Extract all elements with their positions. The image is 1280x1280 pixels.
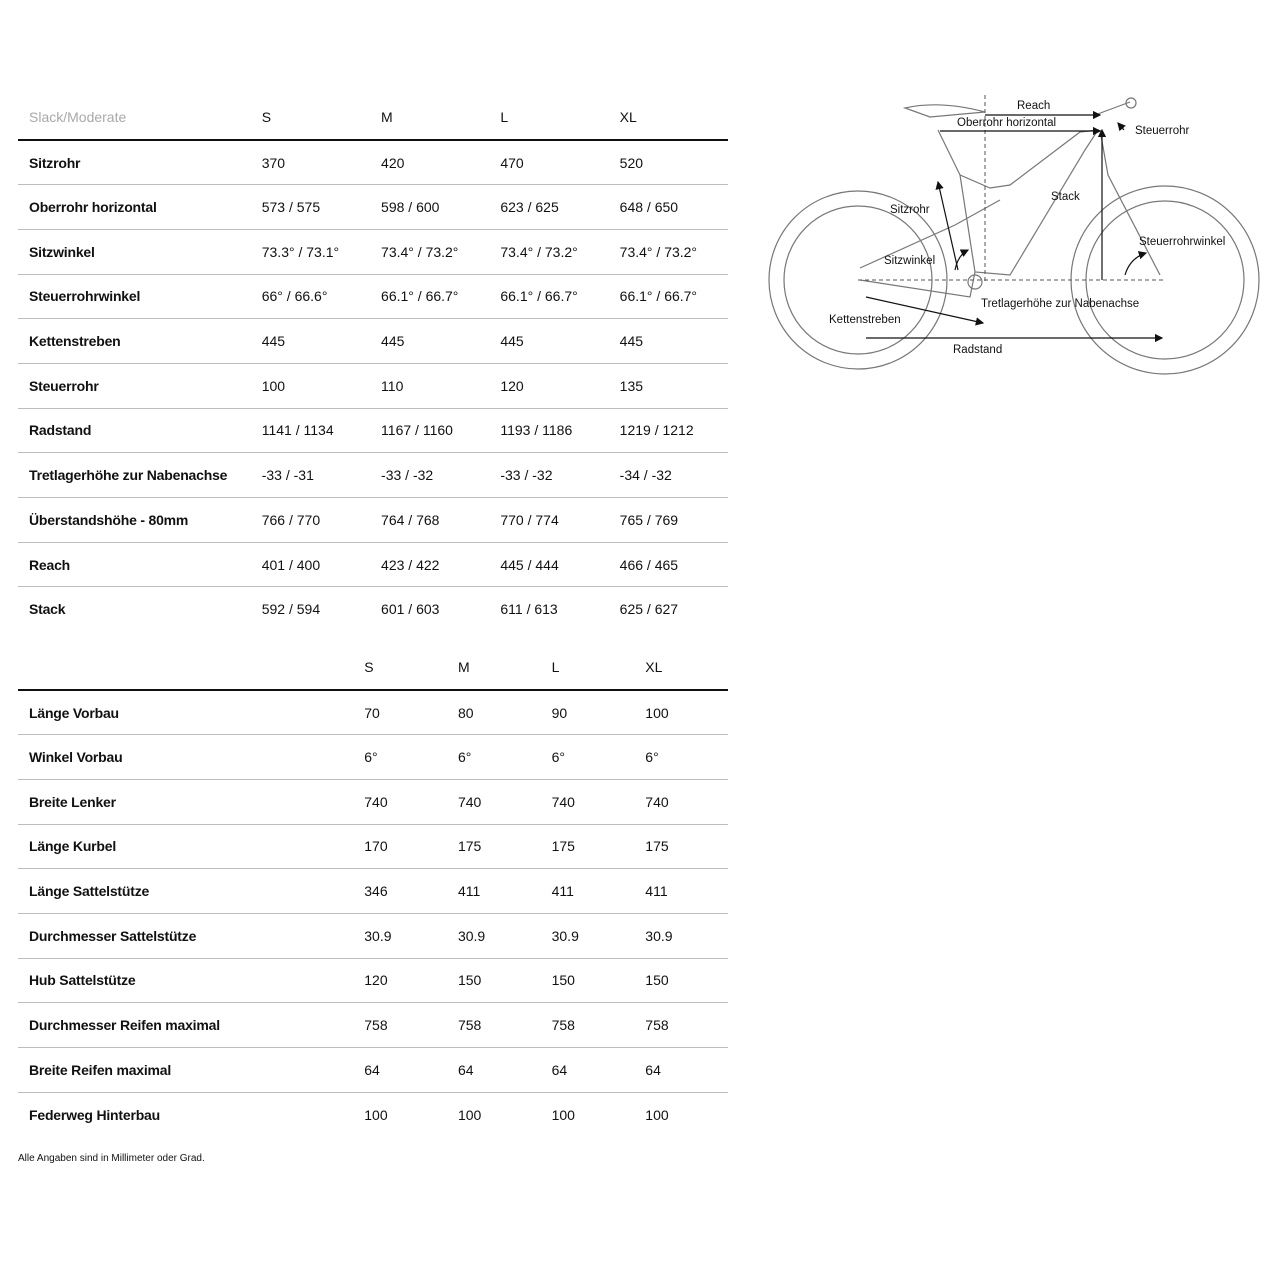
component-row-label: Hub Sattelstütze: [18, 958, 353, 1003]
component-cell-m: 100: [447, 1092, 541, 1137]
component-cell-s: 758: [353, 1003, 447, 1048]
geometry-row-label: Oberrohr horizontal: [18, 185, 251, 230]
component-cell-xl: 175: [634, 824, 728, 869]
geometry-cell-xl: 466 / 465: [609, 542, 728, 587]
component-row-label: Länge Vorbau: [29, 704, 119, 721]
geometry-cell-xl: 648 / 650: [609, 185, 728, 230]
component-cell-m: 6°: [447, 735, 541, 780]
geometry-cell-m: 445: [370, 319, 489, 364]
geometry-cell-xl: 445: [609, 319, 728, 364]
geometry-cell-m: 598 / 600: [370, 185, 489, 230]
geometry-row-label: Tretlagerhöhe zur Nabenachse: [18, 453, 251, 498]
geometry-row-label: Kettenstreben: [18, 319, 251, 364]
component-cell-m: 64: [447, 1048, 541, 1093]
geometry-cell-l: 611 / 613: [489, 587, 608, 632]
geometry-cell-m: 423 / 422: [370, 542, 489, 587]
label-top-tube: Oberrohr horizontal: [957, 117, 1057, 129]
head-tube-arrow: [1118, 123, 1124, 130]
stem-bar: [1095, 102, 1130, 115]
geometry-cell-xl: -34 / -32: [609, 453, 728, 498]
geometry-cell-m: 73.4° / 73.2°: [370, 229, 489, 274]
component-cell-l: 411: [541, 869, 635, 914]
component-cell-s: 70: [364, 704, 380, 721]
component-cell-xl: 740: [634, 779, 728, 824]
geometry-cell-l: 445: [489, 319, 608, 364]
component-cell-s: 346: [353, 869, 447, 914]
component-row-label: Länge Kurbel: [18, 824, 353, 869]
components-table: [18, 644, 728, 1137]
component-row: [18, 824, 728, 869]
component-cell-l: 758: [541, 1003, 635, 1048]
size-header-xl: XL: [634, 644, 728, 690]
component-row: [18, 1092, 728, 1137]
geometry-cell-s: 766 / 770: [251, 498, 370, 543]
component-row: [18, 690, 728, 735]
crank: [968, 275, 982, 289]
component-row: [18, 913, 728, 958]
component-row-label: Breite Lenker: [18, 779, 353, 824]
size-header-xl: XL: [609, 94, 728, 140]
component-cell-xl: 100: [634, 1092, 728, 1137]
components-table-header: [18, 644, 728, 690]
geometry-cell-xl: 520: [619, 154, 644, 171]
component-cell-m: 740: [447, 779, 541, 824]
geometry-row-label: Stack: [18, 587, 251, 632]
geometry-row: [18, 453, 728, 498]
label-reach: Reach: [1017, 100, 1051, 112]
geometry-cell-xl: 625 / 627: [609, 587, 728, 632]
geometry-row-label: Sitzwinkel: [18, 229, 251, 274]
component-cell-l: 150: [541, 958, 635, 1003]
component-cell-xl: 6°: [634, 735, 728, 780]
geometry-cell-s: 592 / 594: [251, 587, 370, 632]
geometry-row: [18, 140, 728, 185]
geometry-cell-l: 120: [489, 363, 608, 408]
component-cell-s: 100: [353, 1092, 447, 1137]
label-wheelbase: Radstand: [953, 344, 1003, 356]
component-cell-m: 80: [457, 704, 474, 721]
component-row: [18, 1048, 728, 1093]
swingarm: [860, 200, 1000, 297]
size-header-s: S: [353, 644, 447, 690]
geometry-row-label: Steuerrohrwinkel: [18, 274, 251, 319]
component-row: [18, 1003, 728, 1048]
geometry-row: [18, 319, 728, 364]
geometry-row: [18, 274, 728, 319]
geometry-cell-m: 764 / 768: [370, 498, 489, 543]
geometry-table: [18, 94, 728, 632]
profile-label: Slack/Moderate: [18, 94, 251, 140]
geometry-row: [18, 363, 728, 408]
component-row-label: Breite Reifen maximal: [18, 1048, 353, 1093]
geometry-cell-m: 601 / 603: [370, 587, 489, 632]
component-cell-l: 64: [541, 1048, 635, 1093]
component-cell-m: 758: [447, 1003, 541, 1048]
component-cell-s: 6°: [353, 735, 447, 780]
component-cell-m: 30.9: [447, 913, 541, 958]
component-cell-xl: 758: [634, 1003, 728, 1048]
size-header-m: M: [447, 644, 541, 690]
geometry-cell-s: 1141 / 1134: [251, 408, 370, 453]
geometry-cell-m: 110: [370, 363, 489, 408]
geometry-cell-l: 73.4° / 73.2°: [489, 229, 608, 274]
component-cell-m: 411: [447, 869, 541, 914]
label-seat-tube: Sitzrohr: [890, 204, 930, 216]
label-stack: Stack: [1051, 191, 1080, 203]
label-head-angle: Steuerrohrwinkel: [1139, 236, 1226, 248]
component-cell-m: 175: [447, 824, 541, 869]
head-angle-arc: [1125, 253, 1146, 275]
size-header-l: L: [541, 644, 635, 690]
geometry-row: [18, 587, 728, 632]
saddle: [905, 105, 985, 117]
geometry-cell-xl: 66.1° / 66.7°: [609, 274, 728, 319]
component-row: [18, 735, 728, 780]
size-header-l: L: [489, 94, 608, 140]
geometry-cell-m: 420: [381, 154, 405, 171]
component-cell-m: 150: [447, 958, 541, 1003]
geometry-cell-xl: 73.4° / 73.2°: [609, 229, 728, 274]
geometry-cell-s: 445: [251, 319, 370, 364]
component-row-label: Durchmesser Reifen maximal: [18, 1003, 353, 1048]
component-cell-xl: 411: [634, 869, 728, 914]
geometry-row: [18, 229, 728, 274]
geometry-cell-m: 1167 / 1160: [370, 408, 489, 453]
geometry-row-label: Reach: [18, 542, 251, 587]
geometry-row: [18, 542, 728, 587]
component-cell-s: 120: [353, 958, 447, 1003]
geometry-cell-l: 770 / 774: [489, 498, 608, 543]
front-wheel-rim: [1086, 201, 1244, 359]
geometry-row: [18, 498, 728, 543]
component-cell-xl: 64: [634, 1048, 728, 1093]
footnote: Alle Angaben sind in Millimeter oder Grad.: [18, 1153, 205, 1164]
geometry-row: [18, 408, 728, 453]
geometry-cell-xl: 765 / 769: [609, 498, 728, 543]
component-cell-l: 100: [541, 1092, 635, 1137]
component-cell-l: 30.9: [541, 913, 635, 958]
geometry-cell-s: 573 / 575: [251, 185, 370, 230]
geometry-cell-m: -33 / -32: [370, 453, 489, 498]
seatpost: [938, 130, 960, 175]
geometry-cell-m: 66.1° / 66.7°: [370, 274, 489, 319]
geometry-row-label: Überstandshöhe - 80mm: [18, 498, 251, 543]
header-spacer: [18, 644, 353, 690]
component-cell-xl: 30.9: [634, 913, 728, 958]
component-row: [18, 869, 728, 914]
geometry-row-label: Sitzrohr: [29, 154, 81, 171]
geometry-cell-xl: 135: [609, 363, 728, 408]
bike-geometry-diagram: [760, 90, 1270, 390]
label-chainstay: Kettenstreben: [829, 314, 901, 326]
geometry-cell-l: 1193 / 1186: [489, 408, 608, 453]
geometry-table-header: [18, 94, 728, 140]
component-cell-l: 175: [541, 824, 635, 869]
geometry-cell-l: -33 / -32: [489, 453, 608, 498]
component-row-label: Durchmesser Sattelstütze: [18, 913, 353, 958]
label-head-tube: Steuerrohr: [1135, 125, 1190, 137]
component-cell-s: 30.9: [353, 913, 447, 958]
geometry-cell-s: -33 / -31: [251, 453, 370, 498]
component-row-label: Länge Sattelstütze: [18, 869, 353, 914]
geometry-cell-s: 401 / 400: [251, 542, 370, 587]
component-cell-xl: 100: [645, 704, 669, 721]
component-row-label: Federweg Hinterbau: [18, 1092, 353, 1137]
component-row: [18, 958, 728, 1003]
component-cell-l: 740: [541, 779, 635, 824]
component-cell-l: 6°: [541, 735, 635, 780]
size-header-m: M: [370, 94, 489, 140]
component-cell-s: 170: [353, 824, 447, 869]
geometry-row-label: Radstand: [18, 408, 251, 453]
component-cell-s: 740: [353, 779, 447, 824]
geometry-cell-s: 73.3° / 73.1°: [251, 229, 370, 274]
geometry-cell-s: 100: [251, 363, 370, 408]
geometry-cell-l: 623 / 625: [489, 185, 608, 230]
component-row-label: Winkel Vorbau: [18, 735, 353, 780]
size-header-s: S: [251, 94, 370, 140]
diagram-labels: [829, 100, 1225, 356]
geometry-row-label: Steuerrohr: [18, 363, 251, 408]
component-cell-xl: 150: [634, 958, 728, 1003]
component-row: [18, 779, 728, 824]
component-cell-s: 64: [353, 1048, 447, 1093]
geometry-cell-l: 470: [500, 154, 524, 171]
geometry-row: [18, 185, 728, 230]
seat-tube-arrow: [938, 182, 958, 270]
label-seat-angle: Sitzwinkel: [884, 255, 936, 267]
label-bb-drop: Tretlagerhöhe zur Nabenachse: [981, 298, 1140, 310]
geometry-cell-xl: 1219 / 1212: [609, 408, 728, 453]
geometry-cell-s: 370: [261, 154, 286, 171]
geometry-cell-s: 66° / 66.6°: [251, 274, 370, 319]
geometry-cell-l: 445 / 444: [489, 542, 608, 587]
component-cell-l: 90: [551, 704, 568, 721]
geometry-cell-l: 66.1° / 66.7°: [489, 274, 608, 319]
